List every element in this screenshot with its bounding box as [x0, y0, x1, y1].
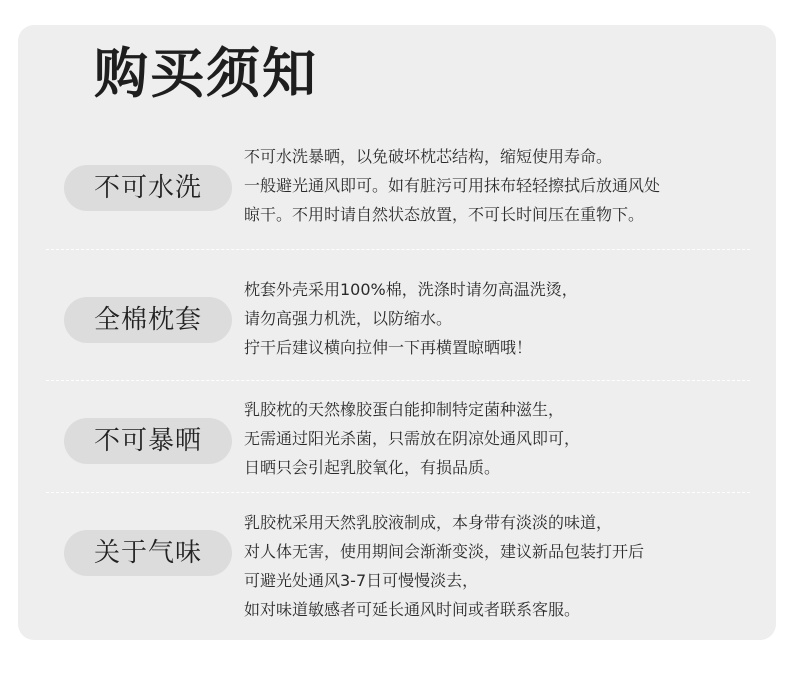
description-line: 枕套外壳采用100%棉，洗涤时请勿高温洗烫，: [244, 280, 578, 299]
purchase-notice-card: [18, 25, 776, 640]
description-line: 晾干。不用时请自然状态放置，不可长时间压在重物下。: [244, 205, 645, 224]
section-divider: [46, 380, 750, 381]
section-label: 全棉枕套: [64, 297, 232, 343]
section-description: [244, 275, 764, 362]
description-line: 不可水洗暴晒，以免破坏枕芯结构，缩短使用寿命。: [244, 147, 613, 166]
section-divider: [46, 492, 750, 493]
section-label: 不可暴晒: [64, 418, 232, 464]
section-description: [244, 142, 764, 229]
description-line: 如对味道敏感者可延长通风时间或者联系客服。: [244, 600, 581, 619]
section-description: [244, 508, 764, 624]
description-line: 乳胶枕的天然橡胶蛋白能抑制特定菌种滋生，: [244, 400, 565, 419]
description-line: 对人体无害，使用期间会渐渐变淡，建议新品包装打开后: [244, 542, 645, 561]
description-line: 可避光处通风3-7日可慢慢淡去，: [244, 571, 479, 590]
page-title: 购买须知: [94, 42, 318, 105]
section-divider: [46, 249, 750, 250]
description-line: 请勿高强力机洗，以防缩水。: [244, 309, 453, 328]
description-line: 拧干后建议横向拉伸一下再横置晾晒哦！: [244, 338, 533, 357]
description-line: 一般避光通风即可。如有脏污可用抹布轻轻擦拭后放通风处: [244, 176, 661, 195]
description-line: 日晒只会引起乳胶氧化，有损品质。: [244, 458, 501, 477]
description-line: 乳胶枕采用天然乳胶液制成，本身带有淡淡的味道，: [244, 513, 613, 532]
description-line: 无需通过阳光杀菌，只需放在阴凉处通风即可，: [244, 429, 581, 448]
section-label: 关于气味: [64, 530, 232, 576]
section-label: 不可水洗: [64, 165, 232, 211]
section-description: [244, 395, 764, 482]
